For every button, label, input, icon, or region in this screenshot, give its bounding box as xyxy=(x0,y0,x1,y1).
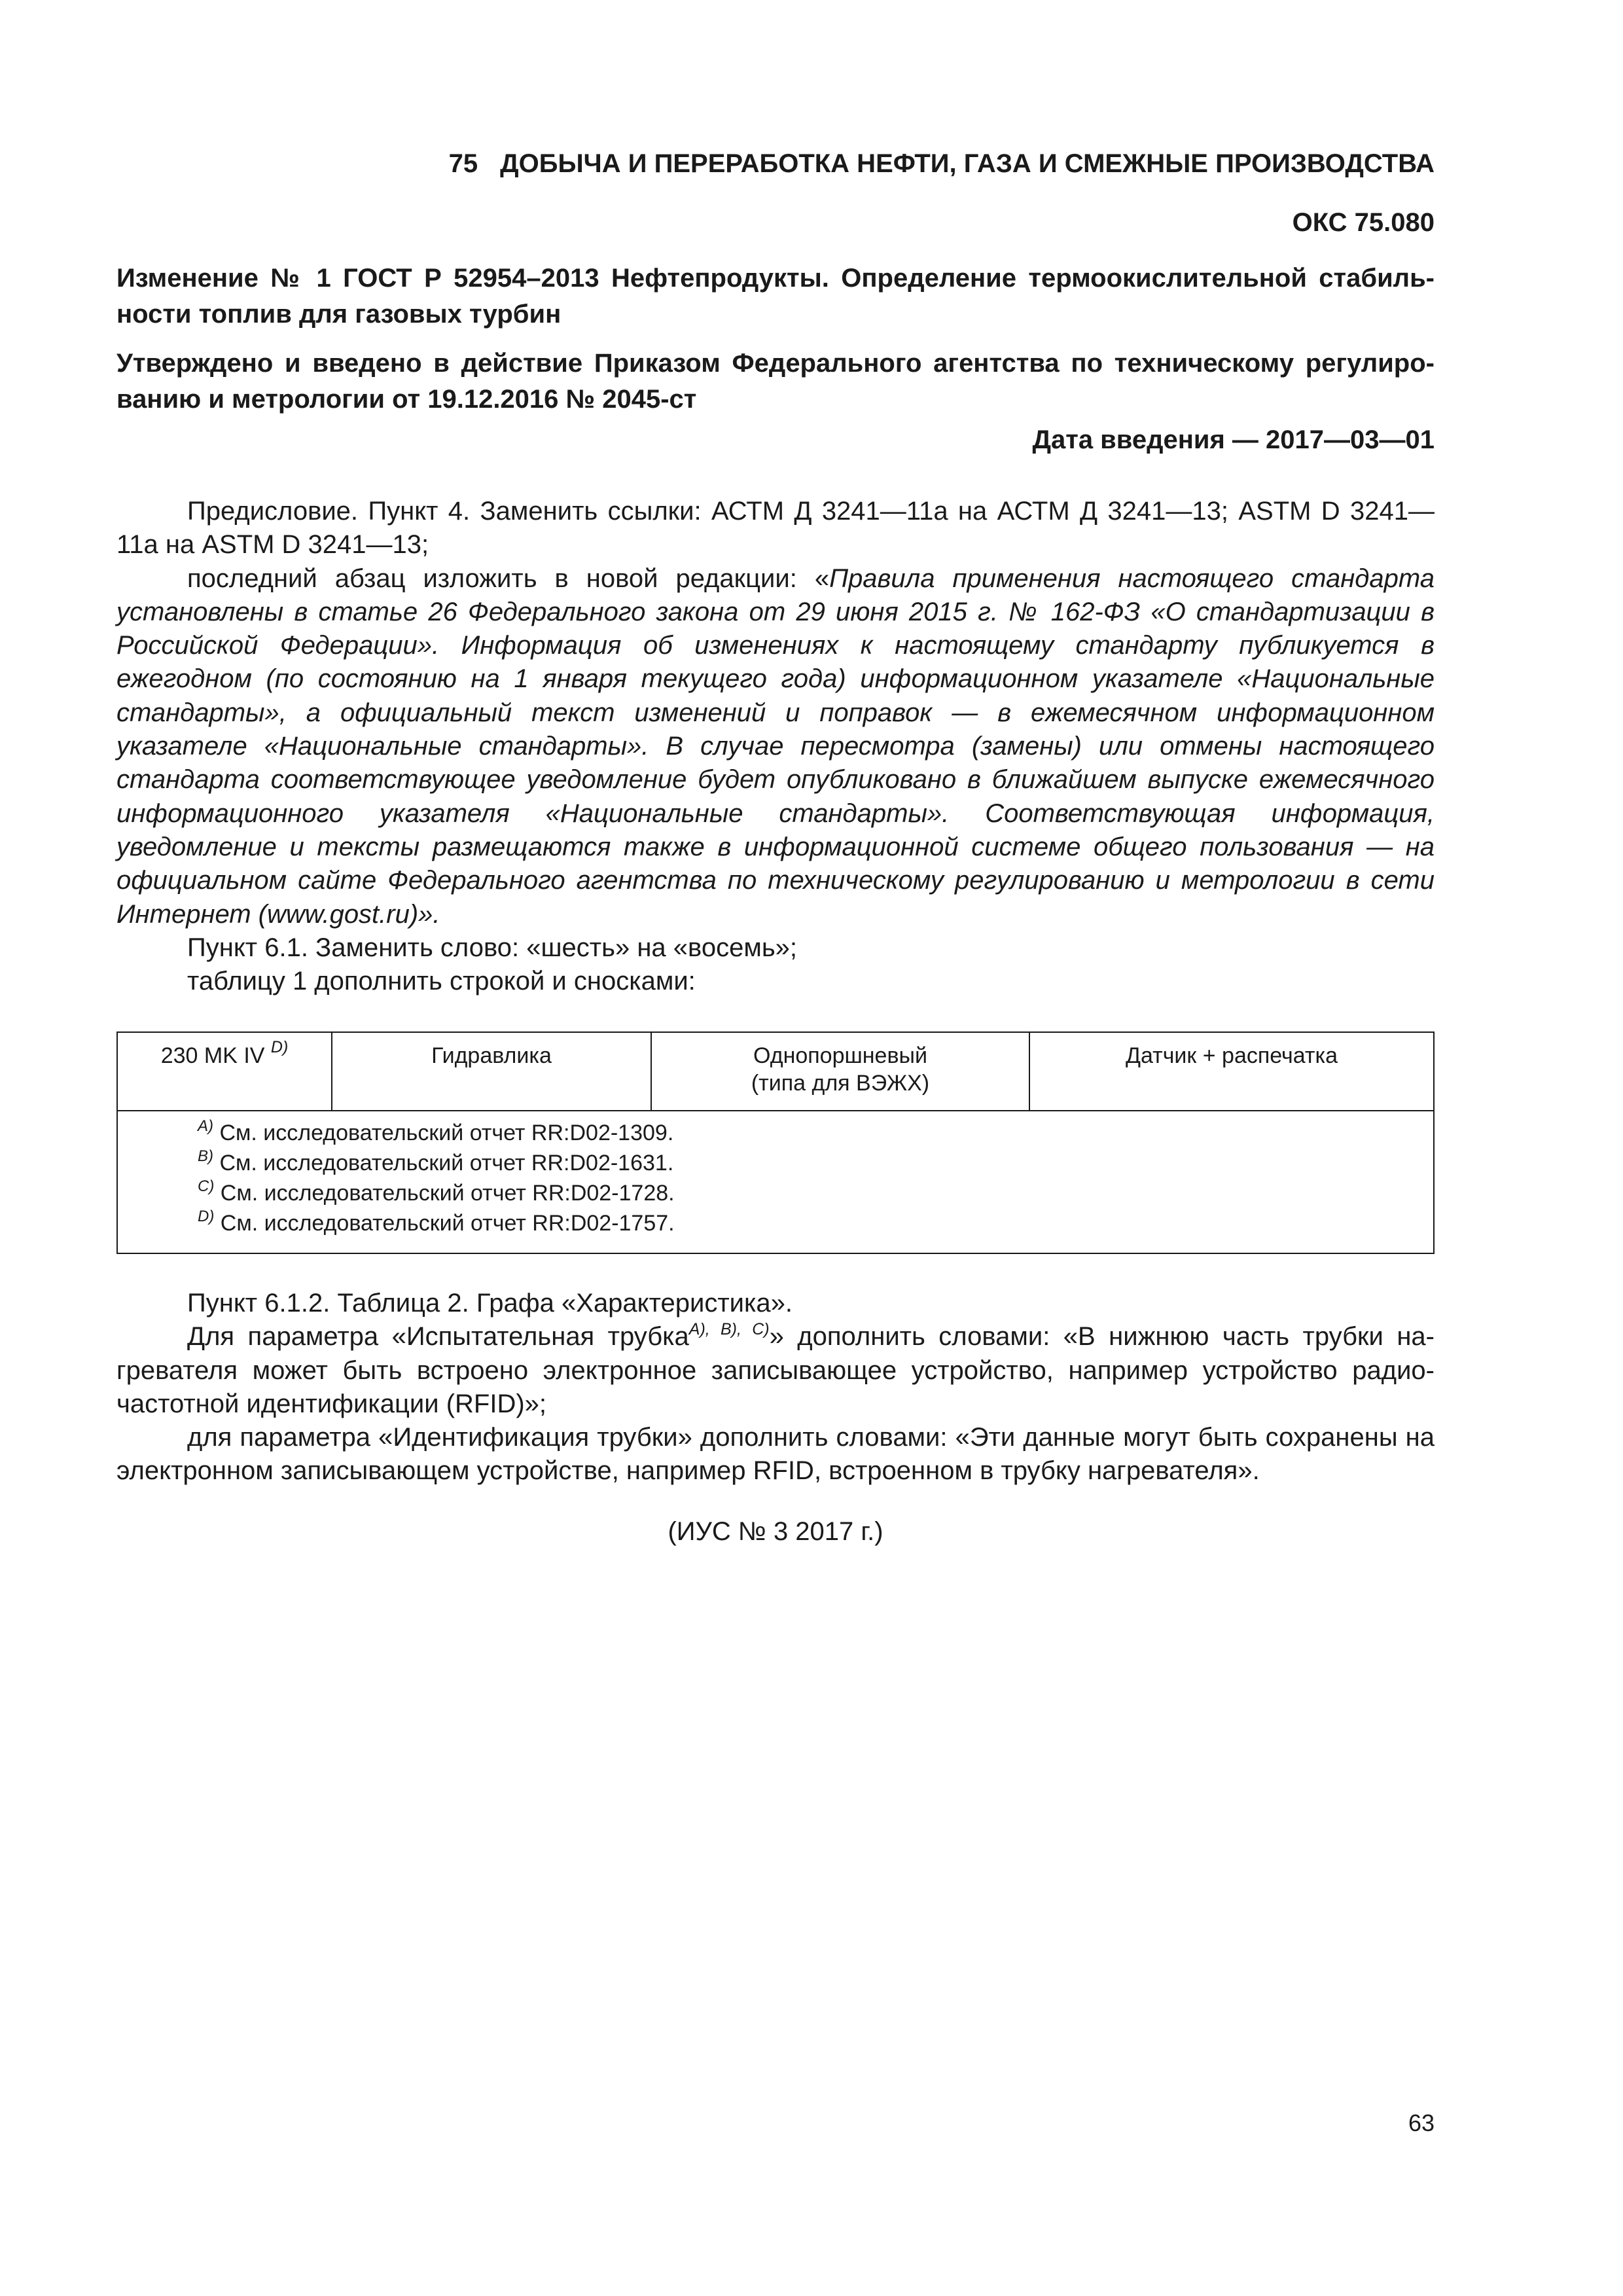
introduction-date: Дата введения — 2017—03—01 xyxy=(1032,425,1435,454)
paragraph-item-6-1: Пункт 6.1. Заменить слово: «шесть» на «восемь»; xyxy=(187,933,798,962)
section-number: 75 xyxy=(448,149,478,178)
paragraph-tube-identification: для параметра «Идентификация трубки» дополнить словами: «Эти данные могут быть сохранены на электронном записывающем устройстве, например RFID, встроенном в трубку нагревателя». xyxy=(116,1423,1435,1486)
footnote-ref: D) xyxy=(270,1038,289,1056)
page-number: 63 xyxy=(1408,2109,1435,2136)
paragraph-item-6-1-2: Пункт 6.1.2. Таблица 2. Графа «Характеристика». xyxy=(187,1289,793,1318)
body-text-after-table xyxy=(116,1287,1435,1488)
table-cell-model: 230 MK IV $^{D)}$ xyxy=(117,1032,332,1111)
footnote: $^{B)}$ См. исследовательский отчет RR:D02-1631. xyxy=(198,1147,674,1175)
footnote: $^{C)}$ См. исследовательский отчет RR:D02-1728. xyxy=(198,1177,675,1206)
table-cell-sensor: Датчик + распечатка xyxy=(1029,1032,1434,1111)
table-footnotes-row xyxy=(117,1111,1434,1253)
change-title: Изменение № 1 ГОСТ Р 52954–2013 Нефтепродукты. Определение термоокислительной стабильности топлив для газовых турбин xyxy=(116,264,1435,329)
table-footnotes xyxy=(117,1111,1434,1253)
document-page xyxy=(116,0,1435,2296)
body-text xyxy=(116,495,1435,998)
section-heading xyxy=(449,149,1435,179)
table-1-addition xyxy=(116,1031,1435,1254)
section-title: ДОБЫЧА И ПЕРЕРАБОТКА НЕФТИ, ГАЗА И СМЕЖНЫЕ ПРОИЗВОДСТВА xyxy=(500,149,1435,178)
footnote: $^{A)}$ См. исследовательский отчет RR:D02-1309. xyxy=(198,1117,674,1145)
approval-statement: Утверждено и введено в действие Приказом Федерального агентства по техническому регулированию и метрологии от 19.12.2016 № 2045-ст xyxy=(116,349,1435,414)
ius-reference: (ИУС № 3 2017 г.) xyxy=(668,1517,883,1546)
paragraph-test-tube: Для параметра «Испытательная трубка$^{A), B), C)}$» дополнить словами: «В нижнюю часть трубки нагревателя может быть встроено электронное записывающее устройство, например устройство радиочастотной идентификации (RFID)»; xyxy=(116,1320,1435,1418)
table-row xyxy=(117,1032,1434,1111)
paragraph-preface: Предисловие. Пункт 4. Заменить ссылки: АСТМ Д 3241—11а на АСТМ Д 3241—13; ASTM D 3241—11а на ASTM D 3241—13; xyxy=(116,497,1435,560)
paragraph-new-edition-lead: последний абзац изложить в новой редакции: « xyxy=(187,564,830,593)
footnote: $^{D)}$ См. исследовательский отчет RR:D02-1757. xyxy=(198,1208,675,1236)
table-cell-pump: Однопоршневый (типа для ВЭЖХ) xyxy=(651,1032,1029,1111)
paragraph-table-addition: таблицу 1 дополнить строкой и сносками: xyxy=(187,967,696,996)
paragraph-new-edition-quote: Правила применения настоящего стандарта установлены в статье 26 Федерального закона от 29 июня 2015 г. № 162-ФЗ «О стандартизации в Российской Федерации». Информация об изменениях к настоящему стандарту публикуется в ежегодном (по состоянию на 1 января текущего года) информационном указателе «Национальные стандарты», а официальный текст изменений и поправок — в ежемесячном информационном указателе «Национальные стандарты». В случае пересмотра (замены) или отмены настоящего стандарта соответствующее уведомление будет опубликовано в ближайшем выпуске ежемесячного информационного указателя «Национальные стандарты». Соответствующая информация, уведомление и тексты размещаются также в информационной системе общего пользования — на официальном сайте Федерального агентства по техническому регулированию и метрологии в сети Интернет (www.gost.ru)». xyxy=(116,564,1435,929)
table-cell-drive: Гидравлика xyxy=(332,1032,651,1111)
footnote-refs: A), B), C) xyxy=(688,1320,770,1339)
paragraph-new-edition xyxy=(116,562,1435,931)
oks-code: ОКС 75.080 xyxy=(1292,208,1435,237)
